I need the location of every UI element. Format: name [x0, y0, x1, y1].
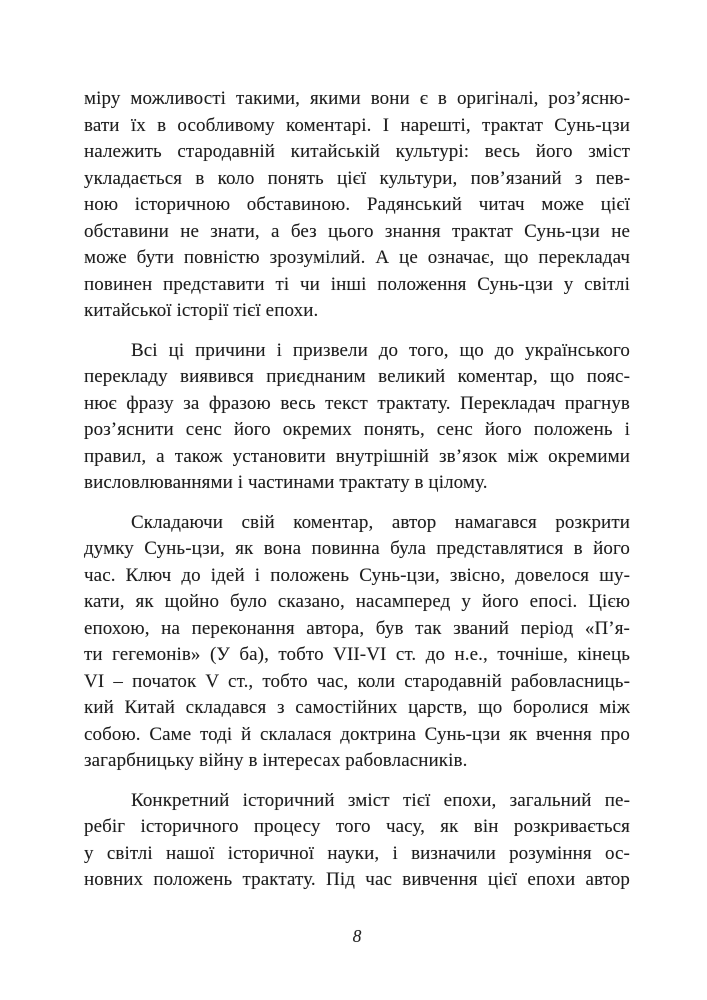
text-line: ребіг історичного процесу того часу, як він розкривається	[84, 816, 630, 837]
paragraph	[84, 788, 630, 894]
page-number: 8	[352, 926, 362, 946]
paragraph	[84, 338, 630, 497]
text-line: кий Китай складався з самостійних царств, що боролися між	[84, 697, 630, 718]
text-line: роз’яснити сенс його окремих понять, сенс його положень і	[84, 419, 630, 440]
text-line: кати, як щойно було сказано, насамперед у його епосі. Цією	[84, 591, 630, 612]
text-line: висловлюваннями і частинами трактату в цілому.	[84, 472, 488, 493]
text-line: правил, а також установити внутрішній зв’язок між окремими	[84, 445, 630, 467]
text-line: епохою, на переконання автора, був так званий період «П’я-	[84, 617, 630, 639]
text-line: укладається в коло понять цієї культури, пов’язаний з пев-	[84, 167, 630, 189]
text-line: час. Ключ до ідей і положень Сунь-цзи, звісно, довелося шу-	[84, 564, 630, 586]
text-line: нює фразу за фразою весь текст трактату. Перекладач прагнув	[84, 392, 630, 414]
text-line: належить стародавній китайській культурі: весь його зміст	[84, 141, 630, 162]
paragraph	[84, 86, 630, 325]
page-text	[84, 86, 630, 894]
text-line: Складаючи свій коментар, автор намагався розкрити	[131, 511, 630, 533]
text-line: вати їх в особливому коментарі. І нарешті, трактат Сунь-цзи	[84, 114, 630, 136]
text-line: ною історичною обставиною. Радянський читач може цієї	[84, 194, 630, 215]
text-line: міру можливості такими, якими вони є в оригіналі, роз’ясню-	[84, 88, 630, 109]
text-line: собою. Саме тоді й склалася доктрина Сунь-цзи як вчення про	[84, 723, 630, 745]
text-line: загарбницьку війну в інтересах рабовласників.	[84, 750, 468, 771]
text-line: ти гегемонів» (У ба), тобто VII-VI ст. до н.е., точніше, кінець	[84, 644, 630, 665]
text-line: Конкретний історичний зміст тієї епохи, загальний пе-	[131, 789, 630, 811]
text-line: перекладу виявився приєднаним великий коментар, що пояс-	[84, 366, 630, 387]
text-line: думку Сунь-цзи, як вона повинна була представлятися в його	[84, 538, 630, 559]
text-line: новних положень трактату. Під час вивчення цієї епохи автор	[84, 869, 630, 890]
paragraph	[84, 510, 630, 775]
text-line: може бути повністю зрозумілий. А це означає, що перекладач	[84, 247, 630, 268]
text-line: у світлі нашої історичної науки, і визначили розуміння ос-	[84, 842, 630, 864]
text-line: обставини не знати, а без цього знання трактат Сунь-цзи не	[84, 220, 630, 242]
text-line: китайської історії тієї епохи.	[84, 300, 319, 321]
text-line: VI – початок V ст., тобто час, коли стародавній рабовласниць-	[84, 670, 630, 692]
text-line: повинен представити ті чи інші положення Сунь-цзи у світлі	[84, 273, 630, 295]
text-line: Всі ці причини і призвели до того, що до українського	[131, 339, 630, 361]
